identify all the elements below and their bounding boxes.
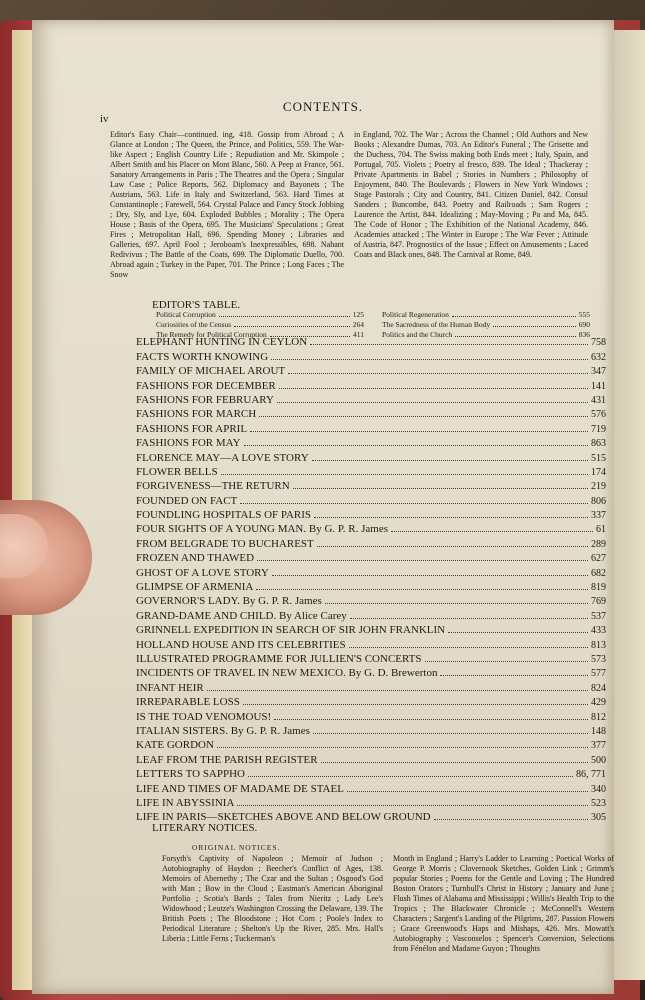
- dot-leader: [493, 320, 576, 327]
- contents-entry-title: FAMILY OF MICHAEL AROUT: [136, 365, 286, 378]
- dot-leader: [349, 647, 588, 648]
- contents-entry-title: FOUR SIGHTS OF A YOUNG MAN. By G. P. R. James: [136, 523, 389, 536]
- contents-entry-title: FASHIONS FOR FEBRUARY: [136, 393, 274, 406]
- contents-entry-title: FACTS WORTH KNOWING: [136, 350, 269, 363]
- dot-leader: [325, 603, 588, 604]
- contents-entry-title: IRREPARABLE LOSS: [136, 696, 240, 709]
- contents-entry-page: 431: [591, 394, 606, 406]
- contents-entry-page: 86, 771: [576, 769, 606, 781]
- contents-entry-row: [136, 622, 606, 636]
- contents-entry-page: 758: [591, 337, 606, 349]
- contents-entry-row: [136, 492, 606, 506]
- editors-table-item-row: [382, 310, 590, 320]
- contents-entry-row: [136, 579, 606, 593]
- thumb-nail: [0, 514, 48, 578]
- contents-entry-row: [136, 766, 606, 780]
- contents-entry-page: 337: [591, 510, 606, 522]
- contents-entry-row: [136, 406, 606, 420]
- dot-leader: [274, 719, 588, 720]
- contents-entry-row: [136, 651, 606, 665]
- dot-leader: [272, 575, 588, 576]
- contents-entry-page: 682: [591, 567, 606, 579]
- contents-entry-page: 573: [591, 653, 606, 665]
- dot-leader: [350, 618, 588, 619]
- dot-leader: [310, 344, 588, 345]
- dot-leader: [293, 488, 588, 489]
- contents-entry-title: FOUNDLING HOSPITALS OF PARIS: [136, 509, 312, 522]
- contents-entry-page: 515: [591, 452, 606, 464]
- dot-leader: [221, 474, 588, 475]
- contents-entry-row: [136, 507, 606, 521]
- contents-entry-title: FOUNDED ON FACT: [136, 494, 238, 507]
- contents-entry-row: [136, 737, 606, 751]
- contents-entry-page: 627: [591, 553, 606, 565]
- editors-easy-chair-section: [110, 130, 588, 280]
- contents-entry-row: [136, 363, 606, 377]
- page-heading: CONTENTS.: [282, 99, 364, 114]
- dot-leader: [434, 819, 588, 820]
- dot-leader: [313, 733, 588, 734]
- contents-entry-title: GLIMPSE OF ARMENIA: [136, 581, 254, 594]
- contents-entry-title: KATE GORDON: [136, 739, 214, 752]
- contents-entry-title: FASHIONS FOR MARCH: [136, 408, 257, 421]
- contents-entry-row: [136, 723, 606, 737]
- contents-entry-page: 813: [591, 639, 606, 651]
- contents-entry-row: [136, 464, 606, 478]
- editors-table-item-title: Curiosities of the Census: [156, 320, 232, 329]
- contents-entry-title: FROM BELGRADE TO BUCHAREST: [136, 537, 314, 550]
- dot-leader: [452, 310, 576, 317]
- dot-leader: [244, 445, 588, 446]
- contents-entry-page: 863: [591, 438, 606, 450]
- contents-entry-title: LETTERS TO SAPPHO: [136, 768, 246, 781]
- contents-entry-page: 429: [591, 697, 606, 709]
- contents-entry-title: LIFE AND TIMES OF MADAME DE STAEL: [136, 782, 344, 795]
- contents-entry-page: 806: [591, 495, 606, 507]
- dot-leader: [250, 431, 588, 432]
- dot-leader: [271, 359, 588, 360]
- editors-table-item-row: [156, 310, 364, 320]
- contents-entry-row: [136, 694, 606, 708]
- contents-entry-title: ILLUSTRATED PROGRAMME FOR JULLIEN'S CONCERTS: [136, 652, 422, 665]
- editors-easy-chair-col1: Editor's Easy Chair—continued. ing, 418. Gossip from Abroad ; A Glance at London ; The Queen, the Prince, and Politics, 559. The War-like Aspect ; English Country Life ; Repudiation and Mr. Skimpole ; Albert Smith and his Placer on Mont Blanc, 560. A Peep at France, 561. Sanatory Arrangements in Paris ; The Theatres and the Opera ; Singular Law Case ; Police Reports, 562. Diplomacy and Bayonets ; The Austrians, 563. Life in Italy and Switzerland, 563. Hard Times at Constantinople ; Farewell, 564. Crystal Palace and Fancy Stock Jobbing ; Dry, Sly, and Lye, 604. Exploded Bubbles ; Morality ; The Opera House ; Basis of the Opera, 695. The Musicians' Speculations ; Great Fires ; Metropolitan Hall, 696. Spending Money ; Libraries and Galleries, 697. April Fool ; Jeroboam's Inexpressibles, 698. Nahant Redivivus ; The Battle of the Coats, 699. The Diplomatic Duello, 700. Abroad again ; Turkey in the Paper, 701. The Prince ; Long Faces ; The Snow: [110, 130, 344, 279]
- contents-entry-page: 819: [591, 582, 606, 594]
- contents-entry-title: INFANT HEIR: [136, 681, 204, 694]
- contents-entry-page: 61: [596, 524, 606, 536]
- editors-easy-chair-col2: in England, 702. The War ; Across the Channel ; Old Authors and New Books ; Alexandre Dumas, 703. An Editor's Funeral ; The Grisette and the Duchess, 704. The Swiss making both Ends meet ; Italy, Spain, and Portugal, 705. Violets ; Poetry al fresco, 839. The Ideal ; Thackeray ; Private Apartments in Babel ; Stories in Numbers ; Philosophy of Enjoyment, 840. The Boulevards ; Flowers in New York Windows ; Stage Pastorals ; City and Country, 841. Citizen Daniel, 842. Consul Sanders ; Buncombe, 843. Poetry and Railroads ; Sam Rogers ; Laurence the Artist, 844. Idealizing ; May-Moving ; Pa and Ma, 845. The Code of Honor ; The Exhibition of the National Academy, 846. Academies attacked ; The Winter in Europe ; The War Fever ; Attitude of Austria, 847. Prognostics of the Issue ; Effect on Amusements ; Laced Coats and Black ones, 848. The Carnival at Rome, 849.: [354, 130, 588, 259]
- page-number: iv: [100, 113, 109, 125]
- contents-entry-page: 812: [591, 711, 606, 723]
- editors-table-item-row: [382, 320, 590, 330]
- contents-entry-title: GRINNELL EXPEDITION IN SEARCH OF SIR JOHN FRANKLIN: [136, 624, 446, 637]
- contents-entry-row: [136, 535, 606, 549]
- contents-entry-row: [136, 780, 606, 794]
- contents-entry-title: GOVERNOR'S LADY. By G. P. R. James: [136, 595, 322, 608]
- contents-entry-page: 377: [591, 740, 606, 752]
- contents-entry-row: [136, 636, 606, 650]
- contents-entry-title: FASHIONS FOR MAY: [136, 437, 241, 450]
- contents-entry-title: FLOWER BELLS: [136, 465, 218, 478]
- editors-table-item-page: 555: [578, 310, 590, 319]
- dot-leader: [240, 503, 588, 504]
- contents-entry-row: [136, 751, 606, 765]
- contents-entry-page: 632: [591, 351, 606, 363]
- contents-entry-page: 577: [591, 668, 606, 680]
- contents-entry-row: [136, 550, 606, 564]
- editors-table-item-title: Politics and the Church: [382, 330, 453, 339]
- contents-entry-row: [136, 795, 606, 809]
- dot-leader: [391, 531, 593, 532]
- contents-entry-page: 141: [591, 380, 606, 392]
- dot-leader: [237, 805, 588, 806]
- contents-entry-title: GHOST OF A LOVE STORY: [136, 566, 269, 579]
- book-page: [32, 20, 614, 994]
- contents-entry-row: [136, 420, 606, 434]
- literary-notices-title: LITERARY NOTICES.: [152, 822, 258, 834]
- contents-entry-title: ITALIAN SISTERS. By G. P. R. James: [136, 724, 310, 737]
- contents-entry-page: 537: [591, 610, 606, 622]
- contents-entries: [136, 334, 606, 823]
- contents-entry-page: 523: [591, 797, 606, 809]
- contents-entry-page: 340: [591, 783, 606, 795]
- page-content: [32, 20, 614, 994]
- contents-entry-row: [136, 521, 606, 535]
- editors-table-item-title: The Remedy for Political Corruption: [156, 330, 267, 339]
- editors-table-title: EDITOR'S TABLE.: [152, 299, 241, 311]
- contents-entry-title: ELEPHANT HUNTING IN CEYLON: [136, 336, 308, 349]
- dot-leader: [347, 791, 588, 792]
- contents-entry-title: LIFE IN PARIS—SKETCHES ABOVE AND BELOW GROUND: [136, 811, 431, 824]
- literary-notices-col2: Month in England ; Harry's Ladder to Learning ; Poetical Works of George P. Morris ; Clovernook Sketches, Golden Link ; Grimm's popular Stories ; Poems for the Gentle and Loving ; The Hundred Boston Orators ; Turnbull's Christ in History ; January and June ; Flush Times of Alabama and Mississippi ; Willis's Health Trip to the Tropics ; The Blackwater Chronicle ; McConnell's Western Characters ; Sargent's Landing of the Pilgrims, 287. Passion Flowers ; Grace Greenwood's Haps and Mishaps, 426. Mrs. Mowatt's Autobiography ; Vasconselos ; Spencer's Conversion, Selections from Fénélon and Madame Guyon ; Thoughts: [393, 854, 614, 953]
- contents-entry-row: [136, 564, 606, 578]
- editors-table-item-page: 411: [353, 330, 364, 339]
- dot-leader: [321, 762, 588, 763]
- contents-entry-row: [136, 665, 606, 679]
- contents-entry-row: [136, 708, 606, 722]
- contents-entry-page: 174: [591, 466, 606, 478]
- editors-table-item-row: [156, 320, 364, 330]
- editors-table-item-page: 125: [352, 310, 364, 319]
- dot-leader: [312, 460, 588, 461]
- contents-entry-row: [136, 478, 606, 492]
- contents-entry-row: [136, 392, 606, 406]
- editors-table-item-page: 690: [578, 320, 590, 329]
- literary-notices-col1: Forsyth's Captivity of Napoleon ; Memoir of Judson ; Autobiography of Haydon ; Beecher's Conflict of Ages, 138. Memoirs of Abernethy ; The Czar and the Sultan ; Osgood's God with Man ; Bow in the Cloud ; Eastman's American Aboriginal Portfolio ; Scotia's Bards ; Tales from Nieritz ; Lady Lee's Widowhood ; Leutze's Washington Crossing the Delaware, 139. The British Poets ; The Bloodstone ; Hot Corn ; Poole's Index to Periodical Literature ; Shelton's Up the River, 285. Mrs. Hall's Liberia ; Little Ferns ; Tuckerman's: [162, 854, 383, 943]
- dot-leader: [207, 690, 588, 691]
- dot-leader: [259, 416, 588, 417]
- dot-leader: [448, 632, 588, 633]
- contents-entry-page: 219: [591, 481, 606, 493]
- editors-table-item-page: 836: [578, 330, 590, 339]
- contents-entry-page: 769: [591, 596, 606, 608]
- contents-entry-page: 719: [591, 423, 606, 435]
- contents-entry-title: FLORENCE MAY—A LOVE STORY: [136, 451, 309, 464]
- original-notices-title: ORIGINAL NOTICES.: [192, 843, 281, 852]
- contents-entry-row: [136, 607, 606, 621]
- contents-entry-row: [136, 679, 606, 693]
- contents-entry-page: 347: [591, 366, 606, 378]
- editors-table-item-page: 264: [352, 320, 364, 329]
- contents-entry-title: FROZEN AND THAWED: [136, 552, 255, 565]
- dot-leader: [317, 546, 588, 547]
- contents-entry-title: LIFE IN ABYSSINIA: [136, 796, 235, 809]
- literary-notices-section: [162, 854, 614, 954]
- contents-entry-page: 289: [591, 538, 606, 550]
- dot-leader: [314, 517, 588, 518]
- dot-leader: [219, 310, 350, 317]
- contents-entry-row: [136, 348, 606, 362]
- dot-leader: [440, 675, 588, 676]
- contents-entry-title: FASHIONS FOR APRIL: [136, 422, 248, 435]
- contents-entry-row: [136, 377, 606, 391]
- dot-leader: [257, 560, 588, 561]
- contents-entry-page: 433: [591, 625, 606, 637]
- contents-entry-page: 500: [591, 754, 606, 766]
- contents-entry-row: [136, 334, 606, 348]
- contents-entry-title: GRAND-DAME AND CHILD. By Alice Carey: [136, 609, 347, 622]
- dot-leader: [243, 704, 588, 705]
- contents-entry-page: 824: [591, 682, 606, 694]
- dot-leader: [217, 747, 588, 748]
- contents-entry-title: FASHIONS FOR DECEMBER: [136, 379, 276, 392]
- contents-entry-page: 148: [591, 725, 606, 737]
- dot-leader: [277, 402, 588, 403]
- contents-entry-title: FORGIVENESS—THE RETURN: [136, 480, 290, 493]
- contents-entry-page: 305: [591, 812, 606, 824]
- dot-leader: [234, 320, 350, 327]
- contents-entry-title: HOLLAND HOUSE AND ITS CELEBRITIES: [136, 638, 346, 651]
- contents-entry-row: [136, 449, 606, 463]
- dot-leader: [425, 661, 588, 662]
- editors-table-item-title: The Sacredness of the Human Body: [382, 320, 491, 329]
- contents-entry-page: 576: [591, 409, 606, 421]
- editors-table-item-title: Political Corruption: [156, 310, 216, 319]
- contents-entry-title: INCIDENTS OF TRAVEL IN NEW MEXICO. By G. D. Brewerton: [136, 667, 438, 680]
- contents-entry-title: IS THE TOAD VENOMOUS!: [136, 710, 272, 723]
- dot-leader: [288, 373, 588, 374]
- contents-entry-row: [136, 435, 606, 449]
- editors-table-item-title: Political Regeneration: [382, 310, 449, 319]
- contents-entry-row: [136, 593, 606, 607]
- dot-leader: [248, 776, 573, 777]
- dot-leader: [279, 388, 588, 389]
- dot-leader: [256, 589, 588, 590]
- contents-entry-title: LEAF FROM THE PARISH REGISTER: [136, 753, 318, 766]
